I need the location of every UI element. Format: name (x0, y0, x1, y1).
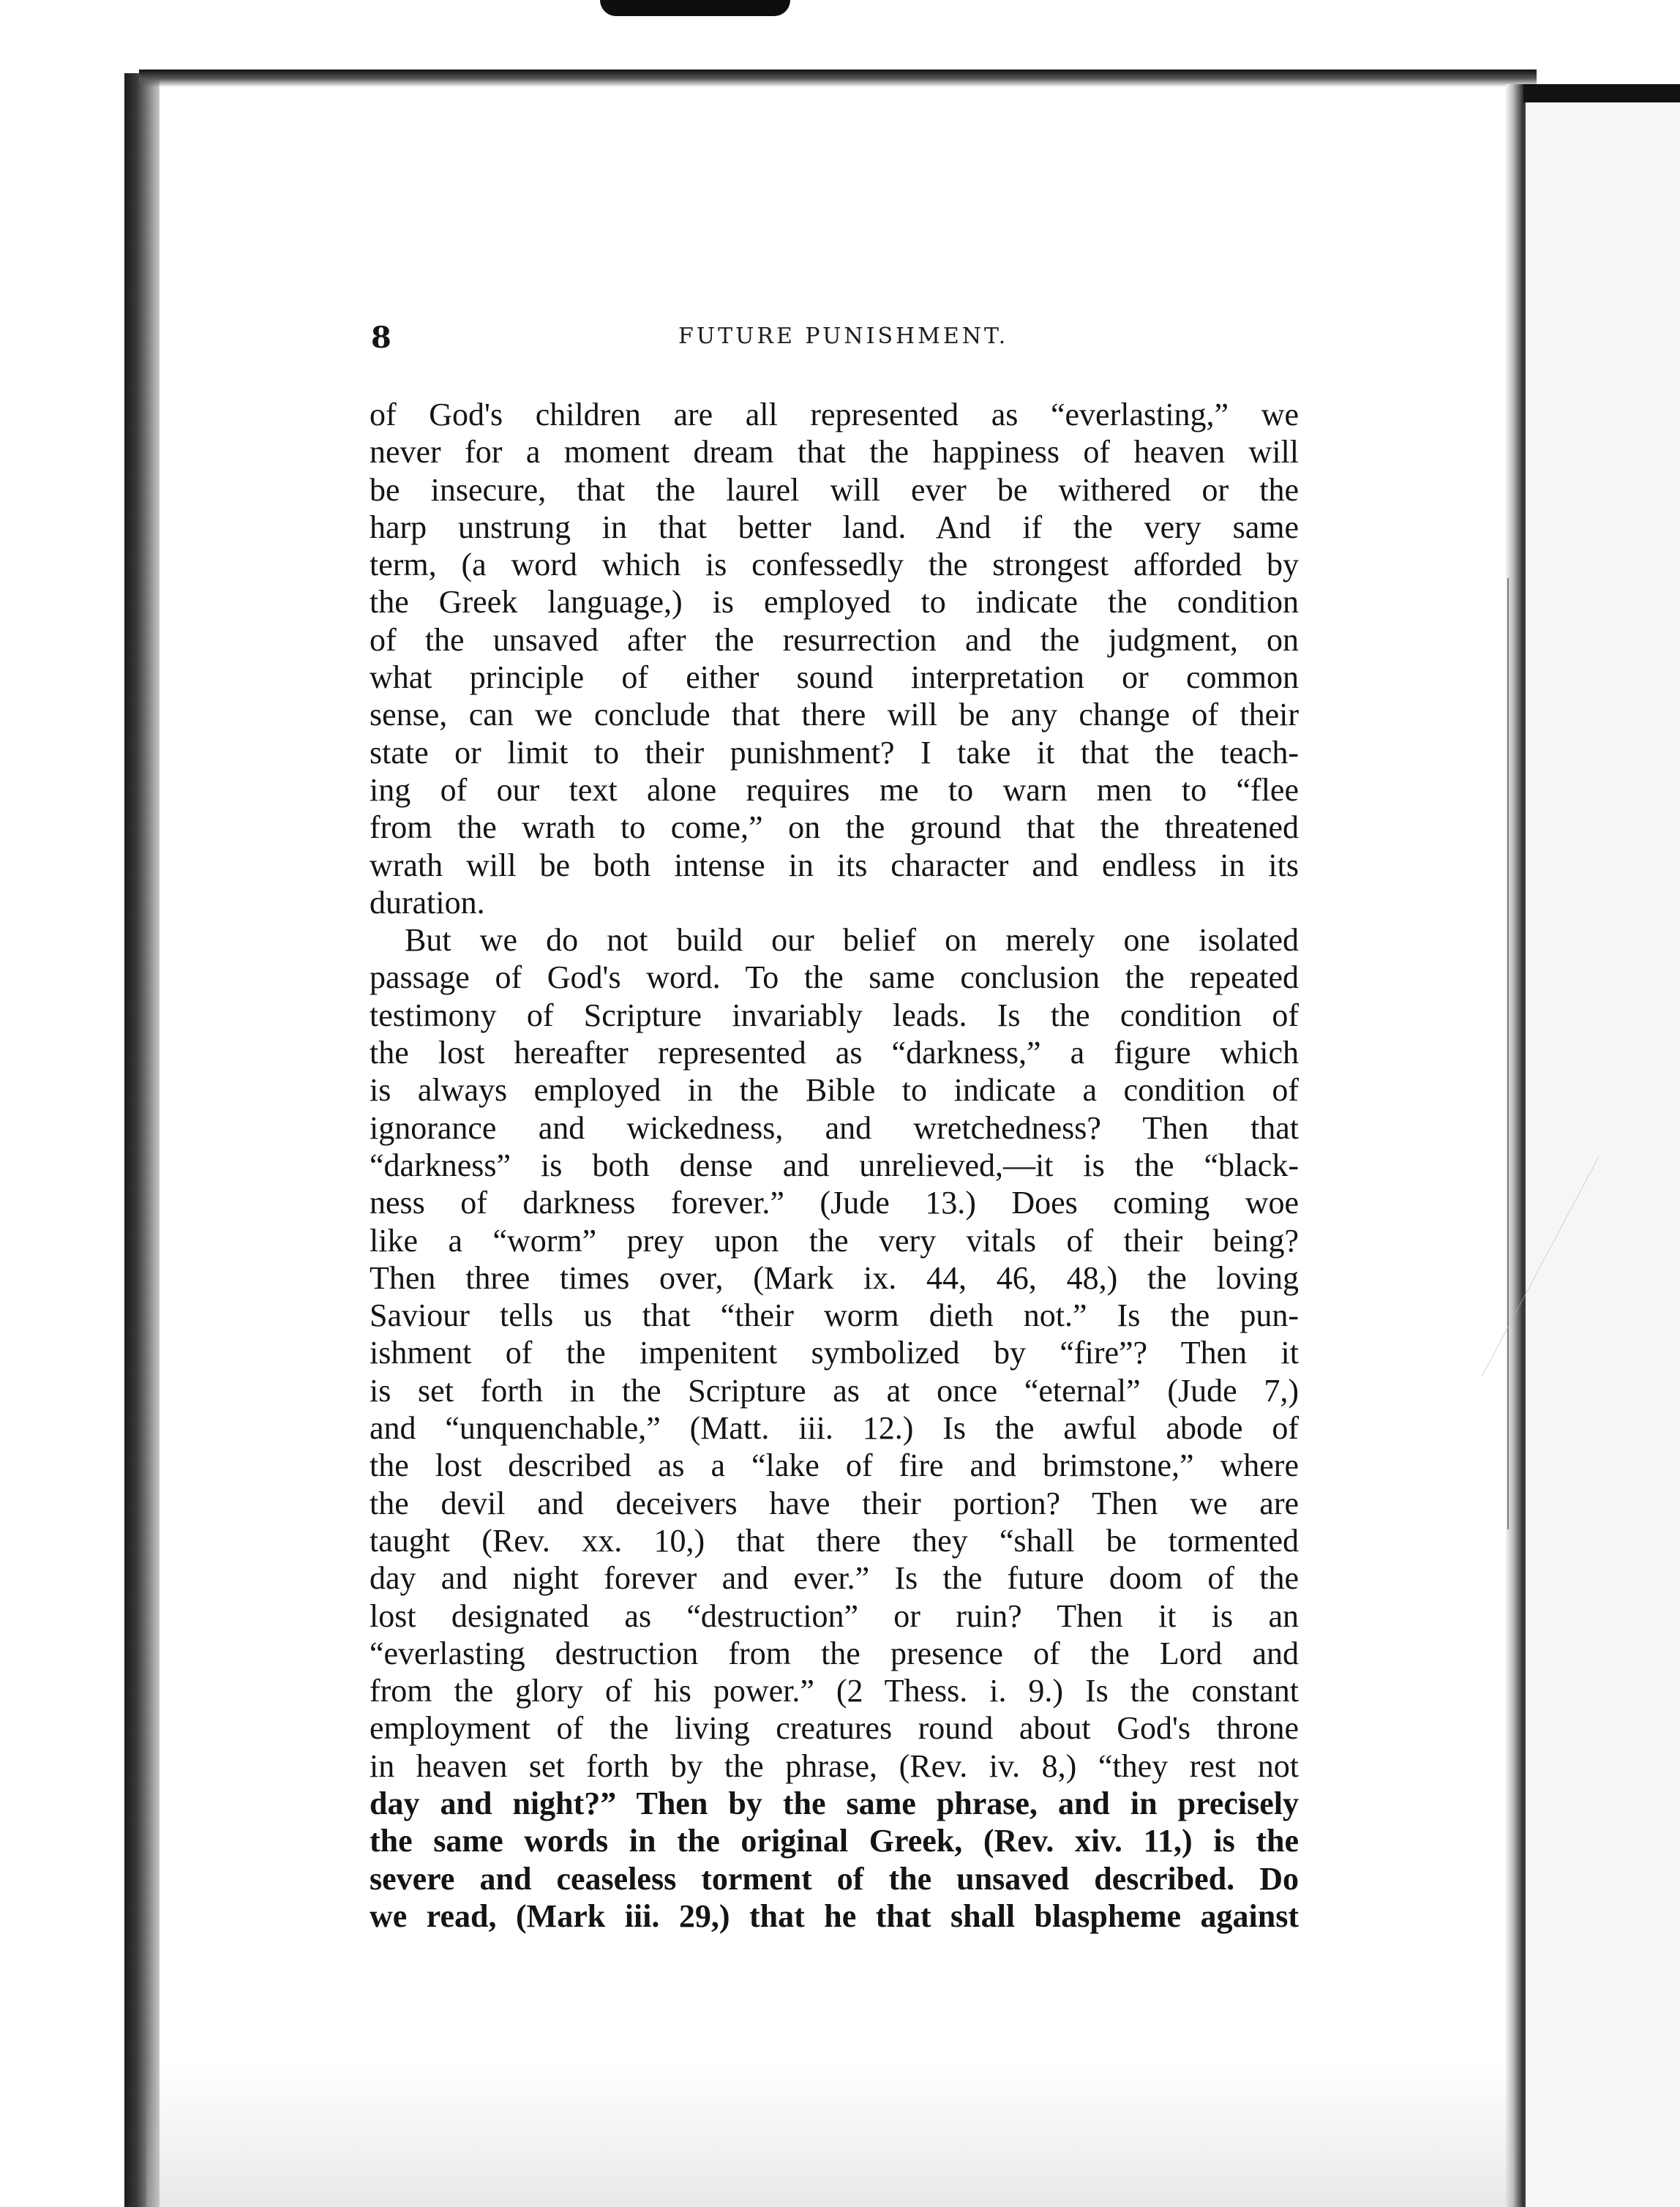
text-line: of God's children are all represented as “everlasting,” we (370, 397, 1299, 432)
running-head (371, 321, 1308, 364)
paragraph-2 (370, 921, 1299, 1935)
text-line: But we do not build our belief on merely one isolated (405, 922, 1299, 959)
adjacent-page-edge (1523, 102, 1680, 2207)
page-body (370, 396, 1299, 1935)
text-line: ishment of the impenitent symbolized by “fire”? Then it (370, 1335, 1299, 1371)
running-title: FUTURE PUNISHMENT. (678, 323, 1009, 349)
text-line: passage of God's word. To the same conclusion the repeated (370, 959, 1299, 996)
text-line: Saviour tells us that “their worm dieth not.” Is the pun- (370, 1297, 1299, 1334)
text-line: the same words in the original Greek, (Rev. xiv. 11,) is the (370, 1823, 1299, 1859)
text-line: the devil and deceivers have their portion? Then we are (370, 1485, 1299, 1521)
text-line: employment of the living creatures round about God's throne (370, 1710, 1299, 1747)
scan-margin-left (0, 0, 130, 2207)
text-line: is set forth in the Scripture as at once “eternal” (Jude 7,) (370, 1372, 1299, 1409)
text-line: day and night?” Then by the same phrase, and in precisely (370, 1785, 1299, 1821)
text-line: the lost described as a “lake of fire and brimstone,” where (370, 1447, 1299, 1484)
adjacent-page-fold-line (1507, 578, 1515, 1529)
text-line: never for a moment dream that the happiness of heaven will (370, 434, 1299, 471)
text-line: the Greek language,) is employed to indicate the condition (370, 584, 1299, 621)
text-line: be insecure, that the laurel will ever be withered or the (370, 471, 1299, 508)
text-line: from the wrath to come,” on the ground that the threatened (370, 809, 1299, 846)
paragraph-1 (370, 396, 1299, 921)
book-spine (124, 73, 160, 2207)
text-line: ness of darkness forever.” (Jude 13.) Does coming woe (370, 1185, 1299, 1221)
text-line: duration. (370, 884, 485, 921)
text-line: ing of our text alone requires me to warn men to “flee (370, 771, 1299, 808)
text-line: we read, (Mark iii. 29,) that he that shall blaspheme against (370, 1897, 1299, 1934)
text-line: of the unsaved after the resurrection and the judgment, on (370, 621, 1299, 658)
page-bottom-shadow (146, 2064, 1515, 2207)
text-line: the lost hereafter represented as “darkness,” a figure which (370, 1035, 1299, 1071)
page-top-shadow (139, 70, 1537, 87)
text-line: harp unstrung in that better land. And if the very same (370, 509, 1299, 545)
page-number: 8 (371, 321, 391, 355)
text-line: in heaven set forth by the phrase, (Rev. iv. 8,) “they rest not (370, 1747, 1299, 1784)
text-line: is always employed in the Bible to indicate a condition of (370, 1072, 1299, 1109)
text-line: state or limit to their punishment? I take it that the teach- (370, 734, 1299, 771)
text-line: testimony of Scripture invariably leads. Is the condition of (370, 997, 1299, 1033)
text-line: wrath will be both intense in its character and endless in its (370, 847, 1299, 883)
text-line: Then three times over, (Mark ix. 44, 46, 48,) the loving (370, 1259, 1299, 1296)
text-line: “everlasting destruction from the presence of the Lord and (370, 1635, 1299, 1671)
text-line: “darkness” is both dense and unrelieved,—it is the “black- (370, 1147, 1299, 1183)
scan-artifact-top (600, 0, 790, 16)
text-line: sense, can we conclude that there will be any change of their (370, 697, 1299, 733)
text-line: like a “worm” prey upon the very vitals of their being? (370, 1222, 1299, 1259)
text-line: taught (Rev. xx. 10,) that there they “shall be tormented (370, 1522, 1299, 1559)
text-line: from the glory of his power.” (2 Thess. i. 9.) Is the constant (370, 1673, 1299, 1709)
text-line: what principle of either sound interpretation or common (370, 659, 1299, 696)
text-line: severe and ceaseless torment of the unsaved described. Do (370, 1860, 1299, 1897)
text-line: day and night forever and ever.” Is the future doom of the (370, 1560, 1299, 1597)
text-line: ignorance and wickedness, and wretchedness? Then that (370, 1109, 1299, 1146)
text-line: and “unquenchable,” (Matt. iii. 12.) Is the awful abode of (370, 1410, 1299, 1447)
text-line: lost designated as “destruction” or ruin? Then it is an (370, 1597, 1299, 1634)
text-line: term, (a word which is confessedly the strongest afforded by (370, 547, 1299, 583)
